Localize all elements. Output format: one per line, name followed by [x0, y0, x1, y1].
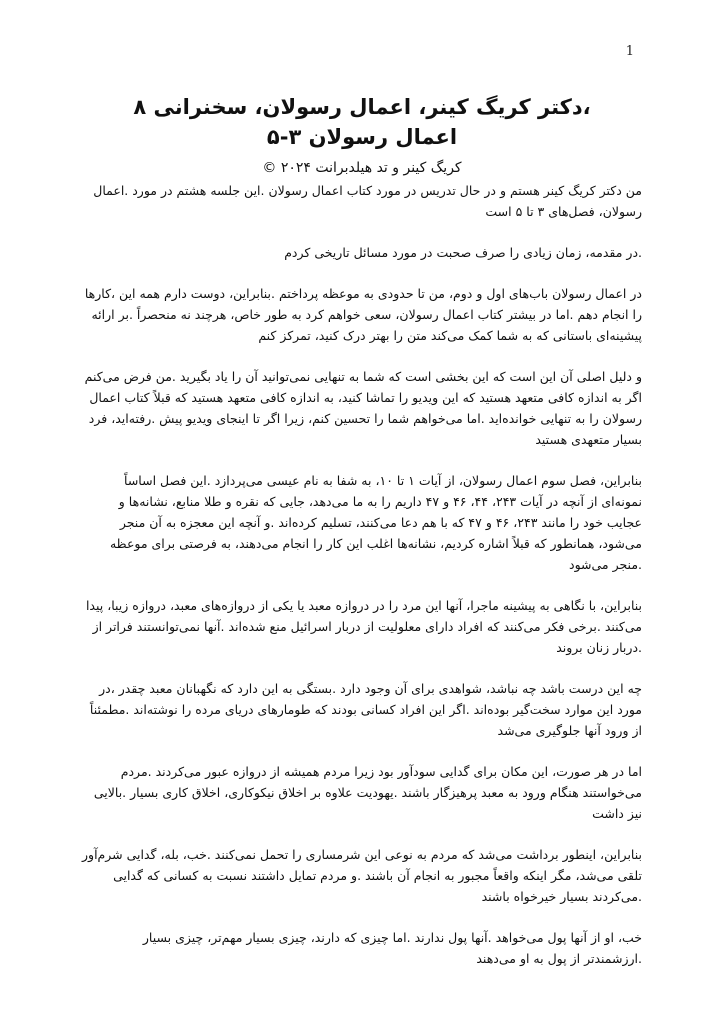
document-byline: کریگ کینر و تد هیلدبرانت ۲۰۲۴ ©: [262, 160, 462, 176]
document-subtitle: اعمال رسولان ۳-۵: [266, 125, 458, 149]
paragraph: بنابراین، با نگاهی به پیشینه ماجرا، آنها این مرد را در دروازه معبد یا یکی از دروازه‌های معبد، دروازه زیبا، پیدا می‌کنند .برخی فکر می‌کنند که افراد دارای معلولیت از دربار اسرائیل منع شده‌اند .آنها نمی‌توانستند فراتر از .دربار زنان بروند: [85, 598, 642, 655]
paragraph: بنابراین، اینطور برداشت می‌شد که مردم به نوعی این شرمساری را تحمل نمی‌کنند .خب، بله، گدایی شرم‌آور تلقی می‌شد، مگر اینکه واقعاً مجبور به انجام آن باشند .و مردم تمایل داشتند نسبت به کسانی که گدایی .می‌کردند بسیار خیرخواه باشند: [82, 847, 642, 904]
paragraph: من دکتر کریگ کینر هستم و در حال تدریس در مورد کتاب اعمال رسولان .این جلسه هشتم در مورد .اعمال رسولان، فصل‌های ۳ تا ۵ است: [93, 183, 642, 219]
paragraph: اما در هر صورت، این مکان برای گدایی سودآور بود زیرا مردم همیشه از دروازه عبور می‌کردند .مردم می‌خواستند هنگام ورود به معبد پرهیزگار باشند .یهودیت علاوه بر اخلاق نیکوکاری، اخلاق کاری بسیار .بالایی نیز داشت: [93, 764, 642, 821]
document-body: [82, 180, 642, 989]
paragraph: خب، او از آنها پول می‌خواهد .آنها پول ندارند .اما چیزی که دارند، چیزی بسیار مهم‌تر، چیزی بسیار .ارزشمندتر از پول به او می‌دهند: [142, 930, 642, 966]
paragraph: و دلیل اصلی آن این است که این بخشی است که شما به تنهایی نمی‌توانید آن را یاد بگیرید .من فرض می‌کنم اگر به اندازه کافی متعهد هستید که این ویدیو را تماشا کنید، به اندازه کافی متعهد هستید که قبلاً کتاب اعمال رسولان را به تنهایی خوانده‌اید .اما می‌خواهم شما را تحسین کنم، زیرا اگر تا اینجای ویدیو پیش .رفته‌اید، فرد بسیار متعهدی هستید: [84, 369, 642, 447]
paragraph: بنابراین، فصل سوم اعمال رسولان، از آیات ۱ تا ۱۰، به شفا به نام عیسی می‌پردازد .این فصل اساساً نمونه‌ای از آنچه در آیات ۲۴۳، ۴۴، ۴۶ و ۴۷ داریم را به ما می‌دهد، جایی که نقره و طلا منابع، نشانه‌ها و عجایب خود را مانند ۲۴۳، ۴۶ و ۴۷ که با هم دعا می‌کنند، تسلیم کرده‌اند .و آنچه این معجزه به آن منجر می‌شود، همانطور که قبلاً اشاره کردیم، نشانه‌ها اغلب این کار را انجام می‌دهند، به فرصتی برای موعظه .منجر می‌شود: [109, 473, 642, 572]
paragraph: در اعمال رسولان باب‌های اول و دوم، من تا حدودی به موعظه پرداختم .بنابراین، دوست دارم همه این ،کارها را انجام دهم .اما در بیشتر کتاب اعمال رسولان، سعی خواهم کرد به طور خاص، هرچند نه منحصراً .بر ارائه پیشینه‌ای باستانی که به شما کمک می‌کند متن را بهتر درک کنید، تمرکز کنم: [84, 286, 642, 343]
paragraph: چه این درست باشد چه نباشد، شواهدی برای آن وجود دارد .بستگی به این دارد که نگهبانان معبد چقدر ،در مورد این موارد سخت‌گیر بوده‌اند .اگر این افراد کسانی بودند که طومارهای دریای مرده را نوشته‌اند .مطمئناً از ورود آنها جلوگیری می‌شد: [89, 681, 642, 738]
page-number: 1: [625, 44, 634, 59]
paragraph: .در مقدمه، زمان زیادی را صرف صحبت در مورد مسائل تاریخی کردم: [284, 245, 642, 260]
document-header: [60, 92, 664, 180]
document-title: ،دکتر کریگ کینر، اعمال رسولان، سخنرانی ۸: [133, 95, 591, 119]
